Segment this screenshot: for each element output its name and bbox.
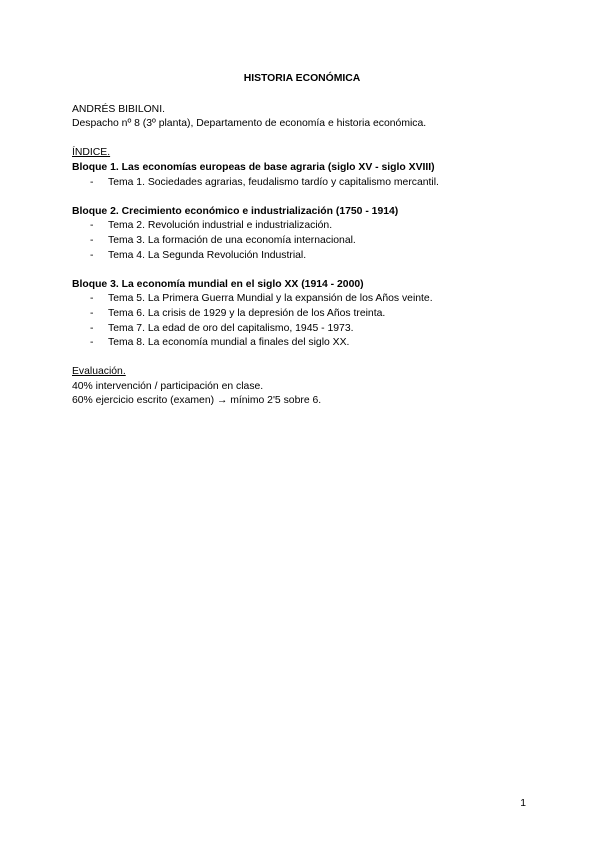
evaluation-heading: Evaluación. — [72, 366, 126, 378]
topic-text: Tema 3. La formación de una economía internacional. — [108, 234, 356, 246]
topic-text: Tema 2. Revolución industrial e industrialización. — [108, 220, 333, 232]
author-name: ANDRÉS BIBILONI. — [72, 103, 165, 115]
block-1-heading: Bloque 1. Las economías europeas de base agraria (siglo XV - siglo XVIII) — [72, 161, 435, 173]
bullet-dash: - — [90, 249, 94, 261]
bullet-dash: - — [90, 176, 94, 188]
evaluation-line-exam: 60% ejercicio escrito (examen) → mínimo 2'5 sobre 6. — [72, 395, 322, 407]
list-item — [72, 322, 532, 337]
topic-text: Tema 6. La crisis de 1929 y la depresión de los Años treinta. — [108, 307, 386, 319]
bullet-dash: - — [90, 220, 94, 232]
list-item — [72, 336, 532, 351]
list-item — [72, 176, 532, 191]
document-title: HISTORIA ECONÓMICA — [243, 73, 361, 84]
bullet-dash: - — [90, 307, 94, 319]
topic-text: Tema 8. La economía mundial a finales del siglo XX. — [108, 337, 350, 349]
list-item — [72, 234, 532, 249]
document-body — [72, 72, 532, 409]
topic-text: Tema 1. Sociedades agrarias, feudalismo tardío y capitalismo mercantil. — [108, 176, 439, 188]
office-info: Despacho nº 8 (3º planta), Departamento de economía e historia económica. — [72, 118, 427, 130]
list-item — [72, 219, 532, 234]
list-item — [72, 249, 532, 264]
topic-text: Tema 7. La edad de oro del capitalismo, 1945 - 1973. — [108, 322, 354, 334]
topic-text: Tema 4. La Segunda Revolución Industrial. — [108, 249, 307, 261]
evaluation-line-participation: 40% intervención / participación en clase. — [72, 380, 264, 392]
bullet-dash: - — [90, 337, 94, 349]
bullet-dash: - — [90, 234, 94, 246]
list-item — [72, 307, 532, 322]
list-item — [72, 292, 532, 307]
index-heading: ÍNDICE. — [72, 147, 111, 159]
block-3-topics — [72, 292, 532, 350]
block-2-topics — [72, 219, 532, 263]
block-1-topics — [72, 176, 532, 191]
block-2-heading: Bloque 2. Crecimiento económico e industrialización (1750 - 1914) — [72, 205, 399, 217]
bullet-dash: - — [90, 322, 94, 334]
bullet-dash: - — [90, 293, 94, 305]
topic-text: Tema 5. La Primera Guerra Mundial y la expansión de los Años veinte. — [108, 293, 433, 305]
page-number: 1 — [520, 798, 526, 809]
block-3-heading: Bloque 3. La economía mundial en el siglo XX (1914 - 2000) — [72, 278, 364, 290]
